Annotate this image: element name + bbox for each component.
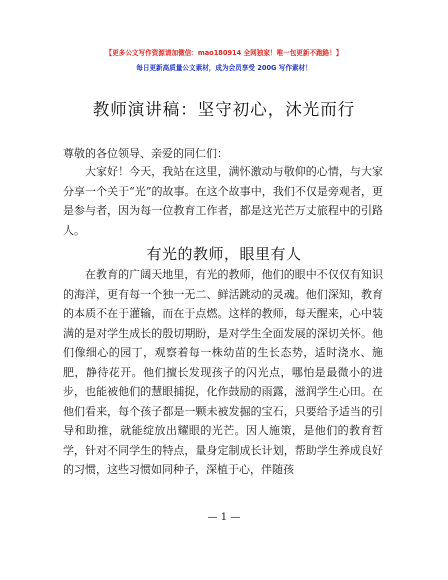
- paragraph-intro: 大家好！今天，我站在这里，满怀激动与敬仰的心情，与大家分享一个关于“光”的故事。在这个故事中，我们不仅是旁观者，更是参与者，因为每一位教育工作者，都是这光芒万丈旅程中的引路人。: [63, 165, 383, 237]
- promo-banner-wechat: 【更多公文写作资源请加微信：mao180914 全网独家！唯一包更新不跑路！】: [105, 49, 343, 57]
- promo-banner-membership: 每日更新高质量公文素材，成为会员享受 200G 写作素材！: [136, 64, 312, 72]
- document-title: 教师演讲稿：坚守初心，沐光而行: [92, 100, 356, 119]
- page-number: — 1 —: [207, 512, 241, 523]
- paragraph-body: 在教育的广阔天地里，有光的教师，他们的眼中不仅仅有知识的海洋，更有每一个独一无二、鲜活跳动的灵魂。他们深知，教育的本质不在于灌输，而在于点燃。这样的教师，每天醒来，心中装满的是对学生成长的殷切期盼，是对学生全面发展的深切关怀。他们像细心的园丁，观察着每一株幼苗的生长态势，适时浇水、施肥，静待花开。他们擅长发现孩子的闪光点，哪怕是最微小的进步，也能被他们的慧眼捕捉，化作鼓励的雨露，滋润学生心田。在他们看来，每个孩子都是一颗未被发掘的宝石，只要给予适当的引导和助推，就能绽放出耀眼的光芒。因人施策，是他们的教育哲学，针对不同学生的特点，量身定制成长计划，帮助学生养成良好的习惯，这些习惯如同种子，深植于心，伴随孩: [63, 268, 383, 476]
- salutation: 尊敬的各位领导、亲爱的同仁们：: [63, 147, 228, 160]
- section-subheading: 有光的教师，眼里有人: [146, 245, 302, 263]
